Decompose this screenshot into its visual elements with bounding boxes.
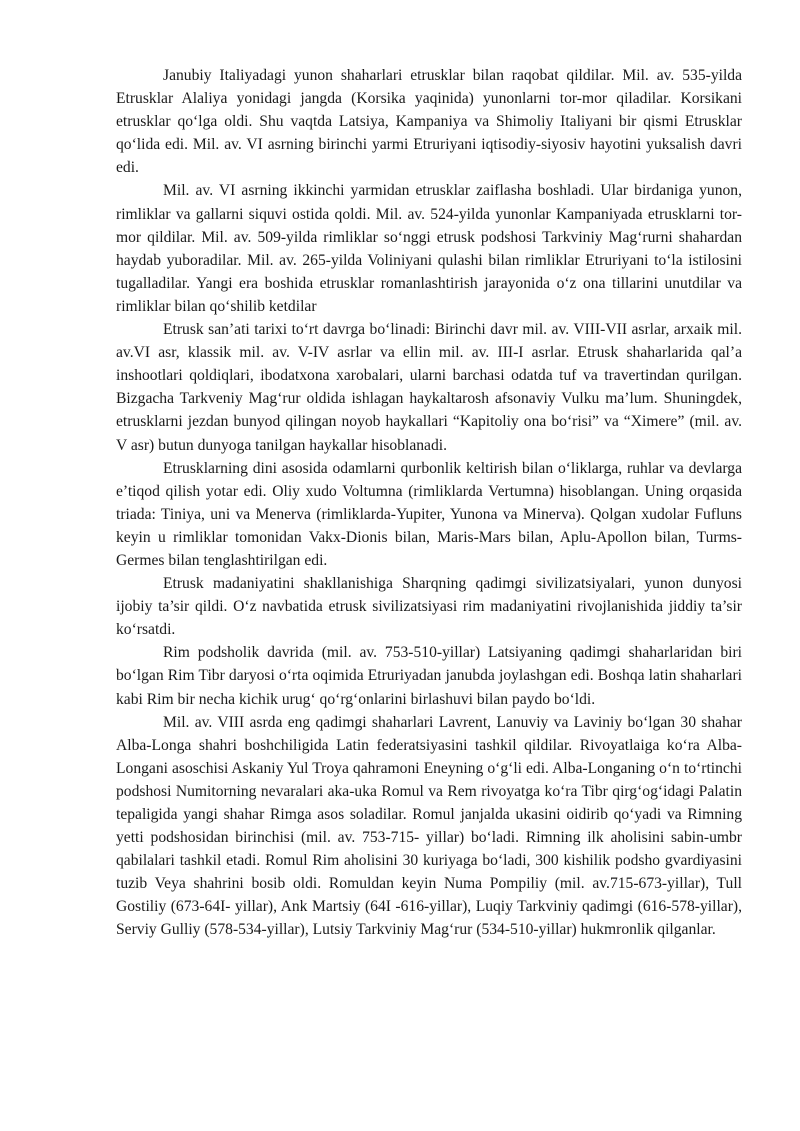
paragraph-3: Etrusk san’ati tarixi to‘rt davrga bo‘linadi: Birinchi davr mil. av. VIII-VII asrlar, arxaik mil. av.VI asr, klassik mil. av. V-IV asrlar va ellin mil. av. III-I asrlar. Etrusk shaharlarida qal’a inshootlari qoldiqlari, ibodatxona xarobalari, ularni barchasi odatda tuf va travertindan qurilgan. Bizgacha Tarkveniy Mag‘rur oldida ishlagan haykaltarosh afsonaviy Vulku ma’lum. Shuningdek, etrusklarni jezdan bunyod qilingan noyob haykallari “Kapitoliy ona bo‘risi” va “Ximere” (mil. av. V asr) butun dunyoga tanilgan haykallar hisoblanadi.: [116, 321, 742, 454]
paragraph-1: Janubiy Italiyadagi yunon shaharlari etrusklar bilan raqobat qildilar. Mil. av. 535-yilda Etrusklar Alaliya yonidagi jangda (Korsika yaqinida) yunonlarni tor-mor qiladilar. Korsikani etrusklar qo‘lga oldi. Shu vaqtda Latsiya, Kampaniya va Shimoliy Italiyani bir qismi Etrusklar qo‘lida edi. Mil. av. VI asrning birinchi yarmi Etruriyani iqtisodiy-siyosiv hayotini yuksalish davri edi.: [116, 67, 742, 177]
paragraph-5: Etrusk madaniyatini shakllanishiga Sharqning qadimgi sivilizatsiyalari, yunon dunyosi ijobiy ta’sir qildi. O‘z navbatida etrusk sivilizatsiyasi rim madaniyatini rivojlanishida jiddiy ta’sir ko‘rsatdi.: [116, 575, 742, 639]
paragraph-6: Rim podsholik davrida (mil. av. 753-510-yillar) Latsiyaning qadimgi shaharlaridan biri bo‘lgan Rim Tibr daryosi o‘rta oqimida Etruriyadan janubda joylashgan edi. Boshqa latin shaharlari kabi Rim bir necha kichik urug‘ qo‘rg‘onlarini birlashuvi bilan paydo bo‘ldi.: [116, 644, 742, 708]
paragraph-4: Etrusklarning dini asosida odamlarni qurbonlik keltirish bilan o‘liklarga, ruhlar va devlarga e’tiqod qilish yotar edi. Oliy xudo Voltumna (rimliklarda Vertumna) hisoblangan. Uning orqasida triada: Tiniya, uni va Menerva (rimliklarda-Yupiter, Yunona va Minerva). Qolgan xudolar Fufluns keyin u rimliklar tomonidan Vakx-Dionis bilan, Maris-Mars bilan, Aplu-Apollon bilan, Turms-Germes bilan tenglashtirilgan edi.: [116, 459, 742, 569]
paragraph-2: Mil. av. VI asrning ikkinchi yarmidan etrusklar zaiflasha boshladi. Ular birdaniga yunon, rimliklar va gallarni siquvi ostida qoldi. Mil. av. 524-yilda yunonlar Kampaniyada etrusklarni tor-mor qildilar. Mil. av. 509-yilda rimliklar so‘nggi etrusk podshosi Tarkviniy Mag‘rurni shahardan haydab yuboradilar. Mil. av. 265-yilda Voliniyani qulashi bilan rimliklar Etruriyani to‘la istilosini tugalladilar. Yangi era boshida etrusklar romanlashtirish jarayonida o‘z ona tillarini unutdilar va rimliklar bilan qo‘shilib ketdilar: [116, 182, 742, 315]
document-page: [116, 64, 742, 942]
paragraph-7: Mil. av. VIII asrda eng qadimgi shaharlari Lavrent, Lanuviy va Laviniy bo‘lgan 30 shahar Alba-Longa shahri boshchiligida Latin federatsiyasini tashkil qildilar. Rivoyatlaiga ko‘ra Alba-Longani asoschisi Askaniy Yul Troya qahramoni Eneyning o‘g‘li edi. Alba-Longaning o‘n to‘rtinchi podshosi Numitorning nevaralari aka-uka Romul va Rem rivoyatga ko‘ra Tibr qirg‘og‘idagi Palatin tepaligida yangi shahar Rimga asos soladilar. Romul janjalda ukasini oidirib qo‘yadi va Rimning yetti podshosidan birinchisi (mil. av. 753-715- yillar) bo‘ladi. Rimning ilk aholisini sabin-umbr qabilalari tashkil etadi. Romul Rim aholisini 30 kuriyaga bo‘ladi, 300 kishilik podsho gvardiyasini tuzib Veya shahrini bosib oldi. Romuldan keyin Numa Pompiliy (mil. av.715-673-yillar), Tull Gostiliy (673-64I- yillar), Ank Martsiy (64I -616-yillar), Luqiy Tarkviniy qadimgi (616-578-yillar), Serviy Gulliy (578-534-yillar), Lutsiy Tarkviniy Mag‘rur (534-510-yillar) hukmronlik qilganlar.: [116, 713, 742, 939]
